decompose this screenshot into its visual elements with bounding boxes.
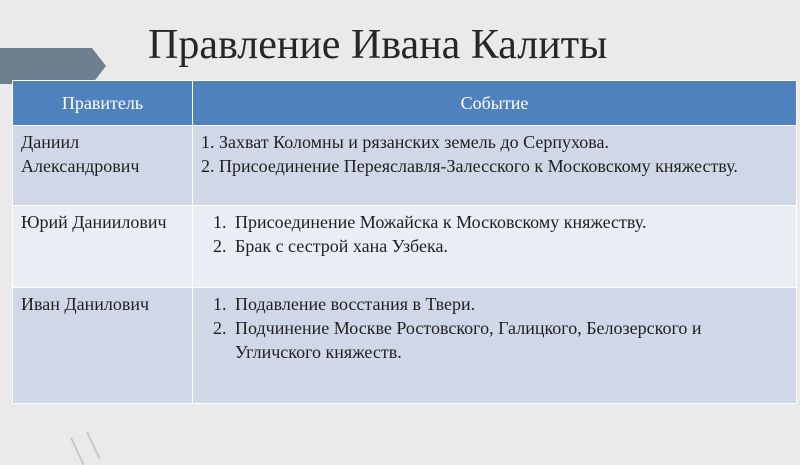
event-cell [193, 206, 797, 288]
event-list [201, 130, 788, 178]
event-list [201, 210, 788, 258]
events-table [12, 80, 797, 404]
ruler-cell: Даниил Александрович [13, 126, 193, 206]
list-item: 2. Подчинение Москве Ростовского, Галицкого, Белозерского и Угличского княжеств. [231, 316, 788, 364]
slide-title: Правление Ивана Калиты [148, 22, 608, 68]
list-item: 1. Присоединение Можайска к Московскому княжеству. [231, 210, 788, 234]
decorative-line [86, 431, 100, 459]
table-row [13, 288, 797, 404]
title-accent-arrow [92, 48, 106, 84]
ruler-cell: Иван Данилович [13, 288, 193, 404]
header-ruler: Правитель [13, 81, 193, 126]
table-row [13, 206, 797, 288]
title-accent-bar [0, 48, 92, 84]
header-event: Событие [193, 81, 797, 126]
event-list [201, 292, 788, 364]
list-item: 1. Подавление восстания в Твери. [231, 292, 788, 316]
list-item: 2. Присоединение Переяславля-Залесского к Московскому княжеству. [201, 156, 738, 176]
decorative-line [70, 437, 84, 465]
event-cell [193, 288, 797, 404]
event-cell [193, 126, 797, 206]
ruler-cell: Юрий Даниилович [13, 206, 193, 288]
list-item: 2. Брак с сестрой хана Узбека. [231, 234, 788, 258]
table-header-row [13, 81, 797, 126]
table-row [13, 126, 797, 206]
list-item: 1. Захват Коломны и рязанских земель до Серпухова. [201, 132, 610, 152]
